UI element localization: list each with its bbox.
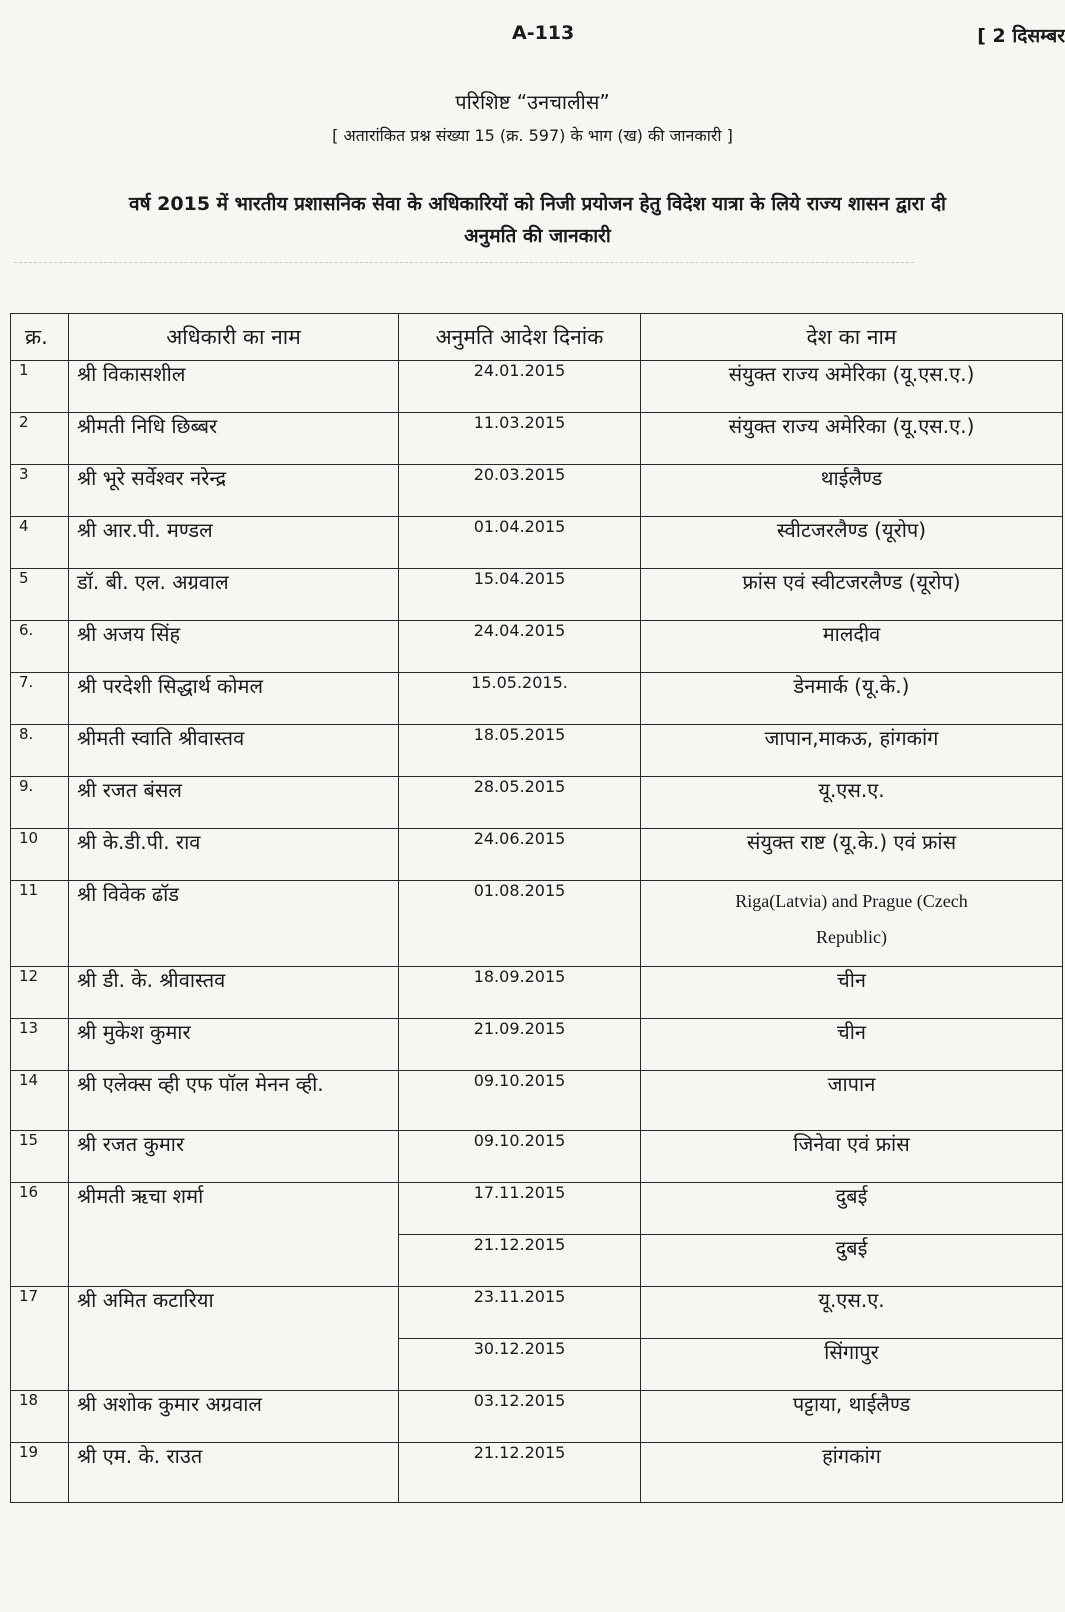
cell-order-date: 23.11.2015 xyxy=(399,1287,641,1339)
cell-order-date: 30.12.2015 xyxy=(399,1339,641,1391)
cell-order-date: 24.04.2015 xyxy=(399,621,641,673)
table-row xyxy=(11,621,1063,673)
table-row xyxy=(11,361,1063,413)
cell-order-date: 01.04.2015 xyxy=(399,517,641,569)
cell-order-date: 17.11.2015 xyxy=(399,1183,641,1235)
date-header: [ 2 दिसम्बर xyxy=(977,25,1065,47)
table-row xyxy=(11,1287,1063,1339)
page-number: A-113 xyxy=(512,22,575,44)
cell-country: दुबई xyxy=(641,1235,1063,1287)
table-row xyxy=(11,569,1063,621)
cell-country: डेनमार्क (यू.के.) xyxy=(641,673,1063,725)
cell-officer-name: श्री के.डी.पी. राव xyxy=(69,829,399,881)
cell-officer-name: श्रीमती ऋचा शर्मा xyxy=(69,1183,399,1287)
cell-officer-name: श्रीमती स्वाति श्रीवास्तव xyxy=(69,725,399,777)
column-header-officer-name: अधिकारी का नाम xyxy=(69,314,399,361)
cell-country: जिनेवा एवं फ्रांस xyxy=(641,1131,1063,1183)
cell-order-date: 21.12.2015 xyxy=(399,1443,641,1503)
cell-country: पट्टाया, थाईलैण्ड xyxy=(641,1391,1063,1443)
cell-officer-name: श्री विवेक ढॉड xyxy=(69,881,399,967)
cell-sno: 8. xyxy=(11,725,69,777)
main-heading xyxy=(10,188,1065,252)
cell-country: फ्रांस एवं स्वीटजरलैण्ड (यूरोप) xyxy=(641,569,1063,621)
cell-sno: 5 xyxy=(11,569,69,621)
cell-order-date: 20.03.2015 xyxy=(399,465,641,517)
cell-sno: 16 xyxy=(11,1183,69,1287)
table-row xyxy=(11,1391,1063,1443)
cell-country: स्वीटजरलैण्ड (यूरोप) xyxy=(641,517,1063,569)
table-row xyxy=(11,517,1063,569)
cell-order-date: 03.12.2015 xyxy=(399,1391,641,1443)
cell-country: संयुक्त राज्य अमेरिका (यू.एस.ए.) xyxy=(641,413,1063,465)
cell-officer-name: श्री एलेक्स व्ही एफ पॉल मेनन व्ही. xyxy=(69,1071,399,1131)
cell-officer-name: श्री परदेशी सिद्धार्थ कोमल xyxy=(69,673,399,725)
main-heading-line-1: वर्ष 2015 में भारतीय प्रशासनिक सेवा के अधिकारियों को निजी प्रयोजन हेतु विदेश यात्रा के लिये राज्य शासन द्वारा दी xyxy=(129,193,946,215)
cell-country: संयुक्त राष्ट (यू.के.) एवं फ्रांस xyxy=(641,829,1063,881)
cell-sno: 13 xyxy=(11,1019,69,1071)
cell-country: हांगकांग xyxy=(641,1443,1063,1503)
cell-officer-name: श्री विकासशील xyxy=(69,361,399,413)
cell-order-date: 09.10.2015 xyxy=(399,1131,641,1183)
cell-order-date: 24.06.2015 xyxy=(399,829,641,881)
cell-order-date: 01.08.2015 xyxy=(399,881,641,967)
table-row xyxy=(11,967,1063,1019)
cell-country: जापान,माकऊ, हांगकांग xyxy=(641,725,1063,777)
cell-officer-name: श्री आर.पी. मण्डल xyxy=(69,517,399,569)
cell-order-date: 09.10.2015 xyxy=(399,1071,641,1131)
table-row xyxy=(11,1183,1063,1235)
column-header-order-date: अनुमति आदेश दिनांक xyxy=(399,314,641,361)
cell-order-date: 28.05.2015 xyxy=(399,777,641,829)
cell-order-date: 15.05.2015. xyxy=(399,673,641,725)
cell-officer-name: श्री डी. के. श्रीवास्तव xyxy=(69,967,399,1019)
cell-sno: 6. xyxy=(11,621,69,673)
cell-officer-name: श्री अमित कटारिया xyxy=(69,1287,399,1391)
cell-officer-name: श्री अशोक कुमार अग्रवाल xyxy=(69,1391,399,1443)
cell-country: चीन xyxy=(641,1019,1063,1071)
table-row xyxy=(11,1019,1063,1071)
cell-sno: 12 xyxy=(11,967,69,1019)
cell-officer-name: श्री मुकेश कुमार xyxy=(69,1019,399,1071)
cell-sno: 2 xyxy=(11,413,69,465)
cell-order-date: 18.09.2015 xyxy=(399,967,641,1019)
cell-order-date: 21.12.2015 xyxy=(399,1235,641,1287)
cell-sno: 17 xyxy=(11,1287,69,1391)
cell-sno: 1 xyxy=(11,361,69,413)
cell-country: सिंगापुर xyxy=(641,1339,1063,1391)
cell-order-date: 18.05.2015 xyxy=(399,725,641,777)
cell-sno: 18 xyxy=(11,1391,69,1443)
cell-order-date: 11.03.2015 xyxy=(399,413,641,465)
cell-officer-name: श्री अजय सिंह xyxy=(69,621,399,673)
table-header-row xyxy=(11,314,1063,361)
cell-sno: 11 xyxy=(11,881,69,967)
cell-sno: 10 xyxy=(11,829,69,881)
table-row xyxy=(11,413,1063,465)
table-row xyxy=(11,1131,1063,1183)
cell-officer-name: श्री रजत बंसल xyxy=(69,777,399,829)
cell-sno: 7. xyxy=(11,673,69,725)
column-header-sno: क्र. xyxy=(11,314,69,361)
cell-sno: 4 xyxy=(11,517,69,569)
table-row xyxy=(11,725,1063,777)
cell-order-date: 21.09.2015 xyxy=(399,1019,641,1071)
cell-country: दुबई xyxy=(641,1183,1063,1235)
table-row xyxy=(11,1443,1063,1503)
cell-country: थाईलैण्ड xyxy=(641,465,1063,517)
appendix-title: परिशिष्ट “उनचालीस” xyxy=(455,90,610,114)
table-row xyxy=(11,777,1063,829)
cell-sno: 9. xyxy=(11,777,69,829)
column-header-country: देश का नाम xyxy=(641,314,1063,361)
country-line-2: Republic) xyxy=(816,927,887,947)
table-row xyxy=(11,465,1063,517)
cell-order-date: 15.04.2015 xyxy=(399,569,641,621)
table-row xyxy=(11,881,1063,967)
country-line-1: Riga(Latvia) and Prague (Czech xyxy=(735,891,968,911)
table-row xyxy=(11,1071,1063,1131)
main-heading-line-2: अनुमति की जानकारी xyxy=(464,225,611,247)
cell-country: जापान xyxy=(641,1071,1063,1131)
cell-order-date: 24.01.2015 xyxy=(399,361,641,413)
cell-sno: 19 xyxy=(11,1443,69,1503)
cell-sno: 14 xyxy=(11,1071,69,1131)
cell-officer-name: श्रीमती निधि छिब्बर xyxy=(69,413,399,465)
appendix-subtitle: [ अतारांकित प्रश्न संख्या 15 (क्र. 597) के भाग (ख) की जानकारी ] xyxy=(332,126,733,145)
cell-sno: 3 xyxy=(11,465,69,517)
cell-country: संयुक्त राज्य अमेरिका (यू.एस.ए.) xyxy=(641,361,1063,413)
table-row xyxy=(11,673,1063,725)
cell-officer-name: श्री रजत कुमार xyxy=(69,1131,399,1183)
cell-country: यू.एस.ए. xyxy=(641,1287,1063,1339)
permissions-table xyxy=(10,313,1063,1503)
cell-country: मालदीव xyxy=(641,621,1063,673)
cell-country: चीन xyxy=(641,967,1063,1019)
cell-country xyxy=(641,881,1063,967)
cell-sno: 15 xyxy=(11,1131,69,1183)
cell-officer-name: डॉ. बी. एल. अग्रवाल xyxy=(69,569,399,621)
cell-country: यू.एस.ए. xyxy=(641,777,1063,829)
cell-officer-name: श्री एम. के. राउत xyxy=(69,1443,399,1503)
cell-officer-name: श्री भूरे सर्वेश्वर नरेन्द्र xyxy=(69,465,399,517)
scan-divider xyxy=(14,262,914,264)
table-row xyxy=(11,829,1063,881)
